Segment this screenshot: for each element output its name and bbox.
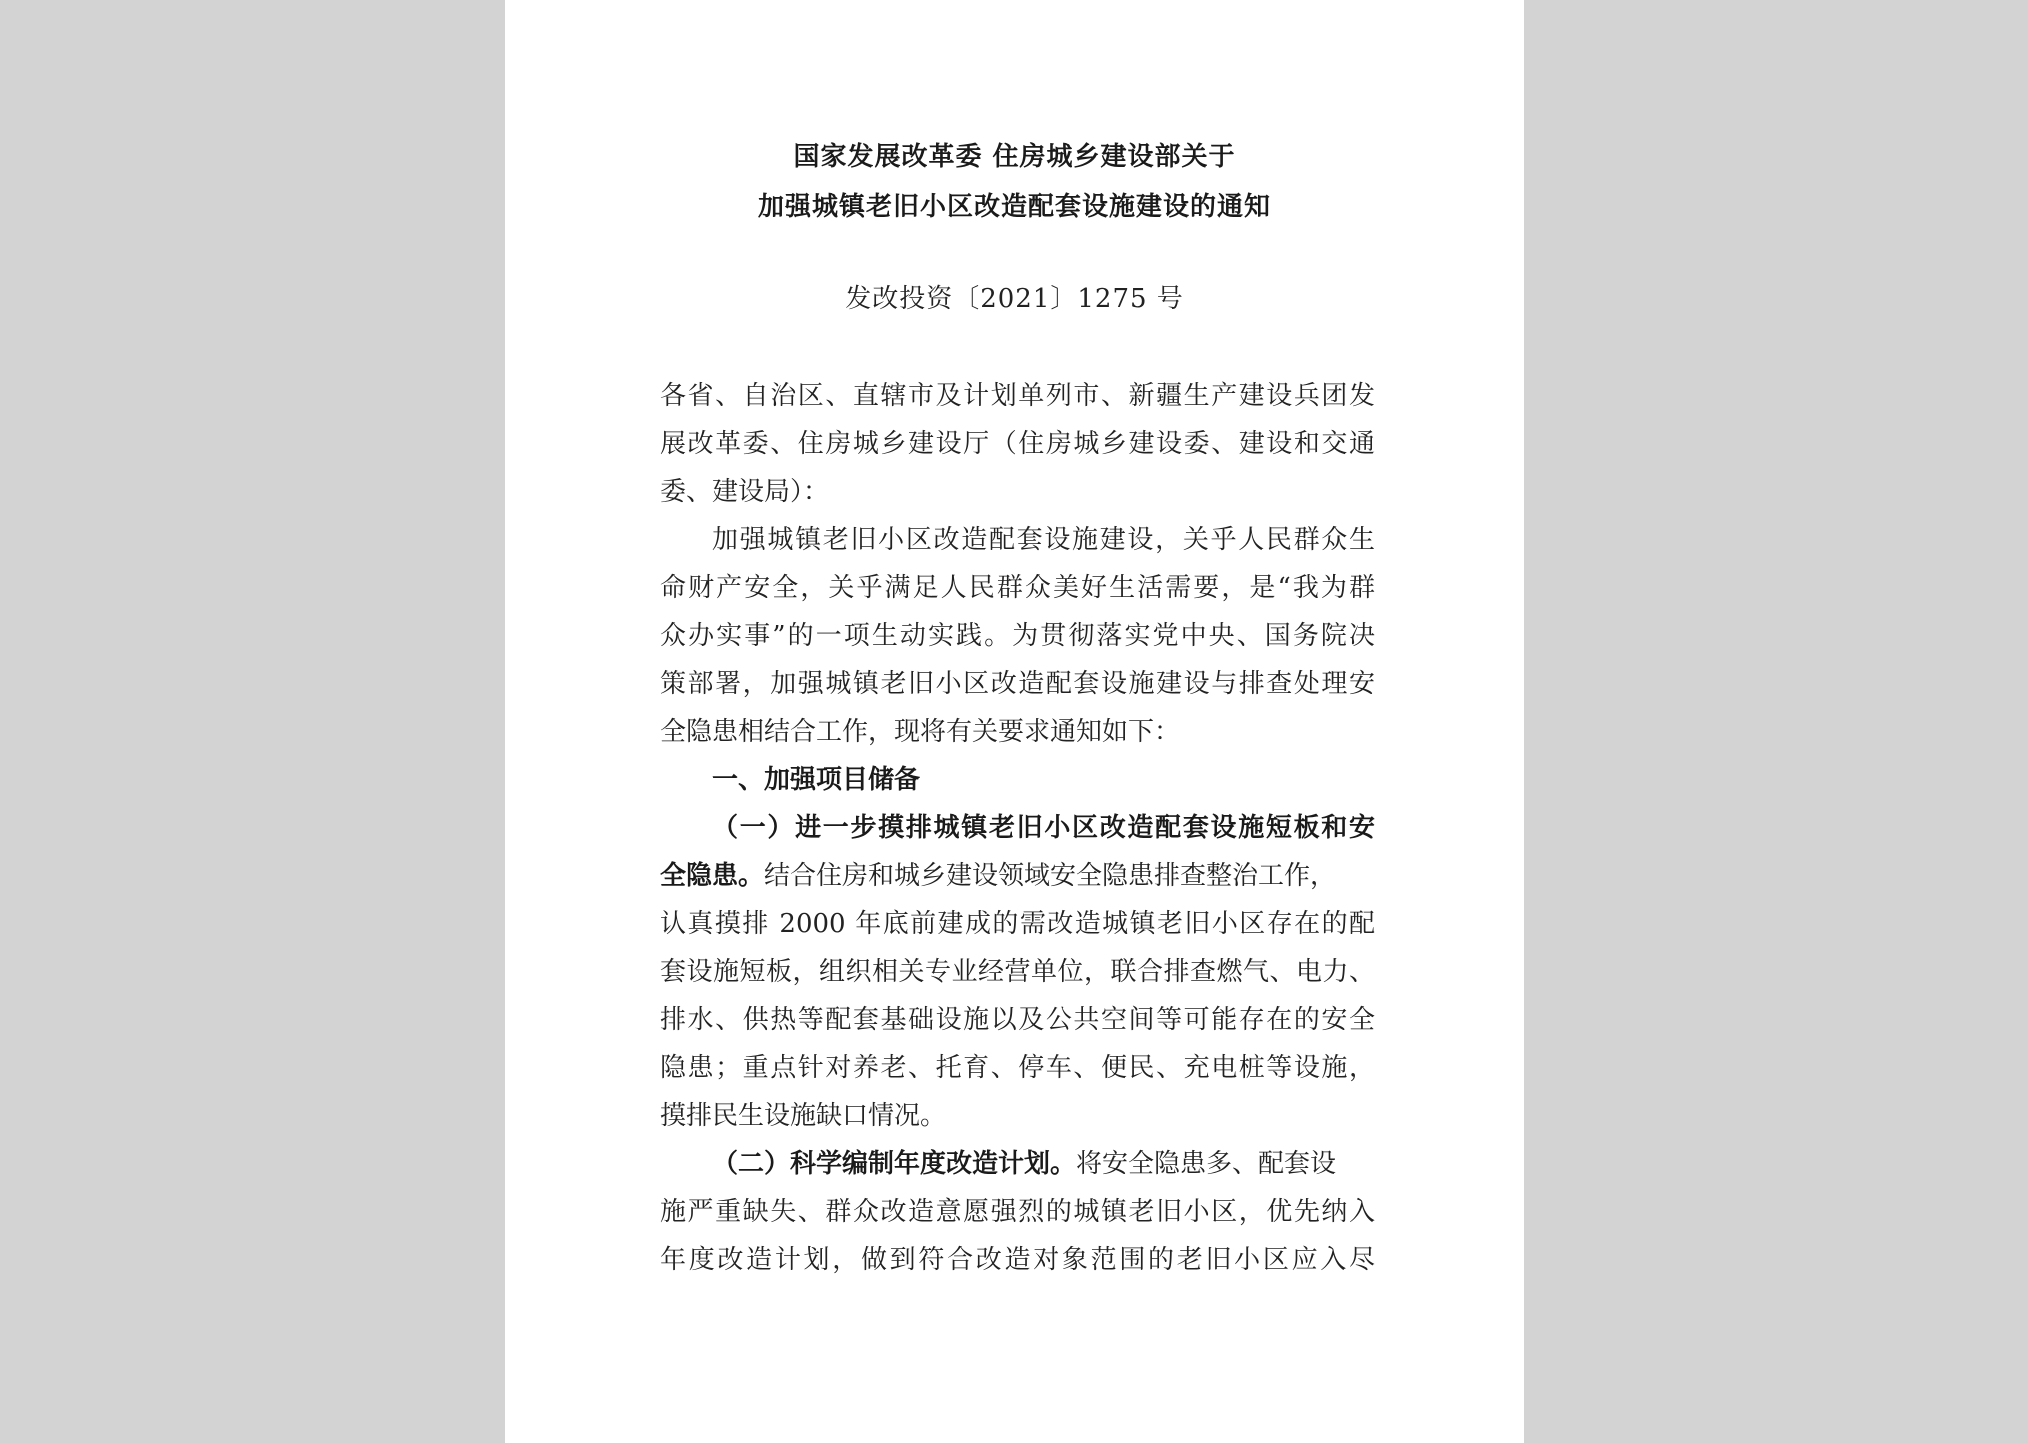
item-1-heading-end: 全隐患。 bbox=[660, 861, 765, 891]
addressee-line: 委、建设局）： bbox=[660, 477, 830, 507]
addressee-line: 各省、自治区、直辖市及计划单列市、新疆生产建设兵团发 bbox=[660, 381, 1375, 411]
intro-line: 加强城镇老旧小区改造配套设施建设，关乎人民群众生 bbox=[712, 525, 1375, 555]
item-2-heading: （二）科学编制年度改造计划。 bbox=[712, 1149, 1077, 1179]
intro-line: 众办实事”的一项生动实践。为贯彻落实党中央、国务院决 bbox=[660, 621, 1375, 651]
intro-line: 全隐患相结合工作，现将有关要求通知如下： bbox=[660, 717, 1181, 747]
item-1-line bbox=[660, 855, 1375, 892]
item-2-text: 将安全隐患多、配套设 bbox=[1076, 1149, 1337, 1179]
item-1-line: 隐患；重点针对养老、托育、停车、便民、充电桩等设施， bbox=[660, 1053, 1375, 1083]
item-1-heading: （一）进一步摸排城镇老旧小区改造配套设施短板和安 bbox=[712, 813, 1375, 843]
item-1-line: 排水、供热等配套基础设施以及公共空间等可能存在的安全 bbox=[660, 1005, 1375, 1035]
document-title-line-2: 加强城镇老旧小区改造配套设施建设的通知 bbox=[757, 192, 1271, 222]
document-number: 发改投资〔2021〕1275 号 bbox=[845, 284, 1184, 314]
document-title-line-1: 国家发展改革委 住房城乡建设部关于 bbox=[793, 142, 1236, 172]
document-page bbox=[505, 0, 1524, 1443]
section-heading: 一、加强项目储备 bbox=[712, 765, 921, 795]
intro-line: 策部署，加强城镇老旧小区改造配套设施建设与排查处理安 bbox=[660, 669, 1375, 699]
item-2-line: 施严重缺失、群众改造意愿强烈的城镇老旧小区，优先纳入 bbox=[660, 1197, 1375, 1227]
item-1-line: 套设施短板，组织相关专业经营单位，联合排查燃气、电力、 bbox=[660, 957, 1375, 987]
item-2-line: 年度改造计划，做到符合改造对象范围的老旧小区应入尽 bbox=[660, 1245, 1375, 1275]
intro-line: 命财产安全，关乎满足人民群众美好生活需要，是“我为群 bbox=[660, 573, 1375, 603]
item-1-text: 结合住房和城乡建设领域安全隐患排查整治工作， bbox=[764, 861, 1337, 891]
addressee-line: 展改革委、住房城乡建设厅（住房城乡建设委、建设和交通 bbox=[660, 429, 1375, 459]
item-1-line: 认真摸排 2000 年底前建成的需改造城镇老旧小区存在的配 bbox=[660, 909, 1375, 939]
item-2-line bbox=[712, 1143, 1375, 1180]
item-1-line: 摸排民生设施缺口情况。 bbox=[660, 1101, 947, 1131]
